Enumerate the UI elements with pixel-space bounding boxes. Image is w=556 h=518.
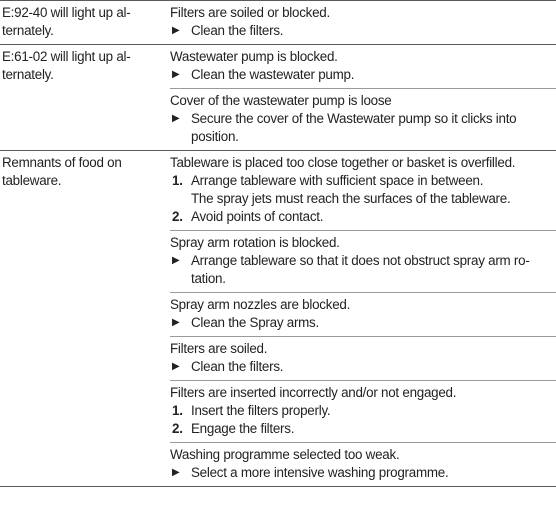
table-row bbox=[0, 150, 556, 487]
remedy-step bbox=[170, 358, 556, 376]
remedy-step bbox=[170, 464, 556, 482]
remedy-step bbox=[170, 402, 556, 420]
arrow-bullet-icon: ▶ bbox=[172, 361, 180, 372]
remedy-text: Clean the filters. bbox=[191, 359, 284, 374]
remedy-text: Secure the cover of the Wastewater pump so it clicks into position. bbox=[191, 111, 517, 144]
cause-remedy-column bbox=[164, 45, 556, 150]
fault-text: Remnants of food on tableware. bbox=[2, 155, 122, 188]
remedy-step bbox=[170, 66, 556, 84]
cause-text: Spray arm rotation is blocked. bbox=[170, 235, 340, 250]
cause-remedy-cell bbox=[170, 88, 556, 150]
step-number: 1. bbox=[172, 403, 183, 418]
fault-cell bbox=[0, 1, 164, 44]
fault-cell bbox=[0, 151, 164, 486]
cause-text: Washing programme selected too weak. bbox=[170, 447, 400, 462]
fault-text: E:61-02 will light up al- ternately. bbox=[2, 49, 131, 82]
cause-text: Cover of the wastewater pump is loose bbox=[170, 93, 392, 108]
step-number: 2. bbox=[172, 421, 183, 436]
table-row bbox=[0, 0, 556, 44]
arrow-bullet-icon: ▶ bbox=[172, 113, 180, 124]
cause-text: Filters are inserted incorrectly and/or not engaged. bbox=[170, 385, 457, 400]
remedy-step bbox=[170, 110, 556, 146]
remedy-text: Select a more intensive washing programme. bbox=[191, 465, 449, 480]
cause-remedy-column bbox=[164, 151, 556, 486]
fault-text: E:92-40 will light up al- ternately. bbox=[2, 5, 131, 38]
step-number: 1. bbox=[172, 173, 183, 188]
cause-text: Filters are soiled. bbox=[170, 341, 268, 356]
remedy-step bbox=[170, 22, 556, 40]
remedy-text: Insert the filters properly. bbox=[191, 403, 331, 418]
cause-text: Spray arm nozzles are blocked. bbox=[170, 297, 351, 312]
remedy-text: Clean the wastewater pump. bbox=[191, 67, 355, 82]
cause-remedy-cell bbox=[170, 442, 556, 486]
remedy-step bbox=[170, 172, 556, 190]
cause-remedy-cell bbox=[170, 292, 556, 336]
cause-remedy-cell bbox=[170, 45, 556, 88]
remedy-step bbox=[170, 420, 556, 438]
step-number: 2. bbox=[172, 209, 183, 224]
cause-text: Wastewater pump is blocked. bbox=[170, 49, 338, 64]
arrow-bullet-icon: ▶ bbox=[172, 25, 180, 36]
remedy-step bbox=[170, 314, 556, 332]
remedy-text: Engage the filters. bbox=[191, 421, 295, 436]
arrow-bullet-icon: ▶ bbox=[172, 255, 180, 266]
step-number bbox=[172, 190, 191, 208]
remedy-text: Clean the filters. bbox=[191, 23, 284, 38]
remedy-step bbox=[170, 208, 556, 226]
remedy-text: The spray jets must reach the surfaces of the tableware. bbox=[191, 191, 511, 206]
cause-text: Tableware is placed too close together or basket is overfilled. bbox=[170, 155, 516, 170]
cause-remedy-cell bbox=[170, 1, 556, 44]
remedy-text: Arrange tableware so that it does not obstruct spray arm ro- tation. bbox=[191, 253, 530, 286]
arrow-bullet-icon: ▶ bbox=[172, 69, 180, 80]
remedy-note bbox=[170, 190, 556, 208]
remedy-text: Clean the Spray arms. bbox=[191, 315, 319, 330]
cause-remedy-cell bbox=[170, 151, 556, 230]
arrow-bullet-icon: ▶ bbox=[172, 467, 180, 478]
arrow-bullet-icon: ▶ bbox=[172, 317, 180, 328]
table-row bbox=[0, 44, 556, 150]
cause-remedy-column bbox=[164, 1, 556, 44]
remedy-text: Avoid points of contact. bbox=[191, 209, 324, 224]
cause-remedy-cell bbox=[170, 230, 556, 292]
remedy-text: Arrange tableware with sufficient space in between. bbox=[191, 173, 484, 188]
fault-cell bbox=[0, 45, 164, 150]
cause-remedy-cell bbox=[170, 336, 556, 380]
cause-remedy-cell bbox=[170, 380, 556, 442]
cause-text: Filters are soiled or blocked. bbox=[170, 5, 330, 20]
remedy-step bbox=[170, 252, 556, 288]
